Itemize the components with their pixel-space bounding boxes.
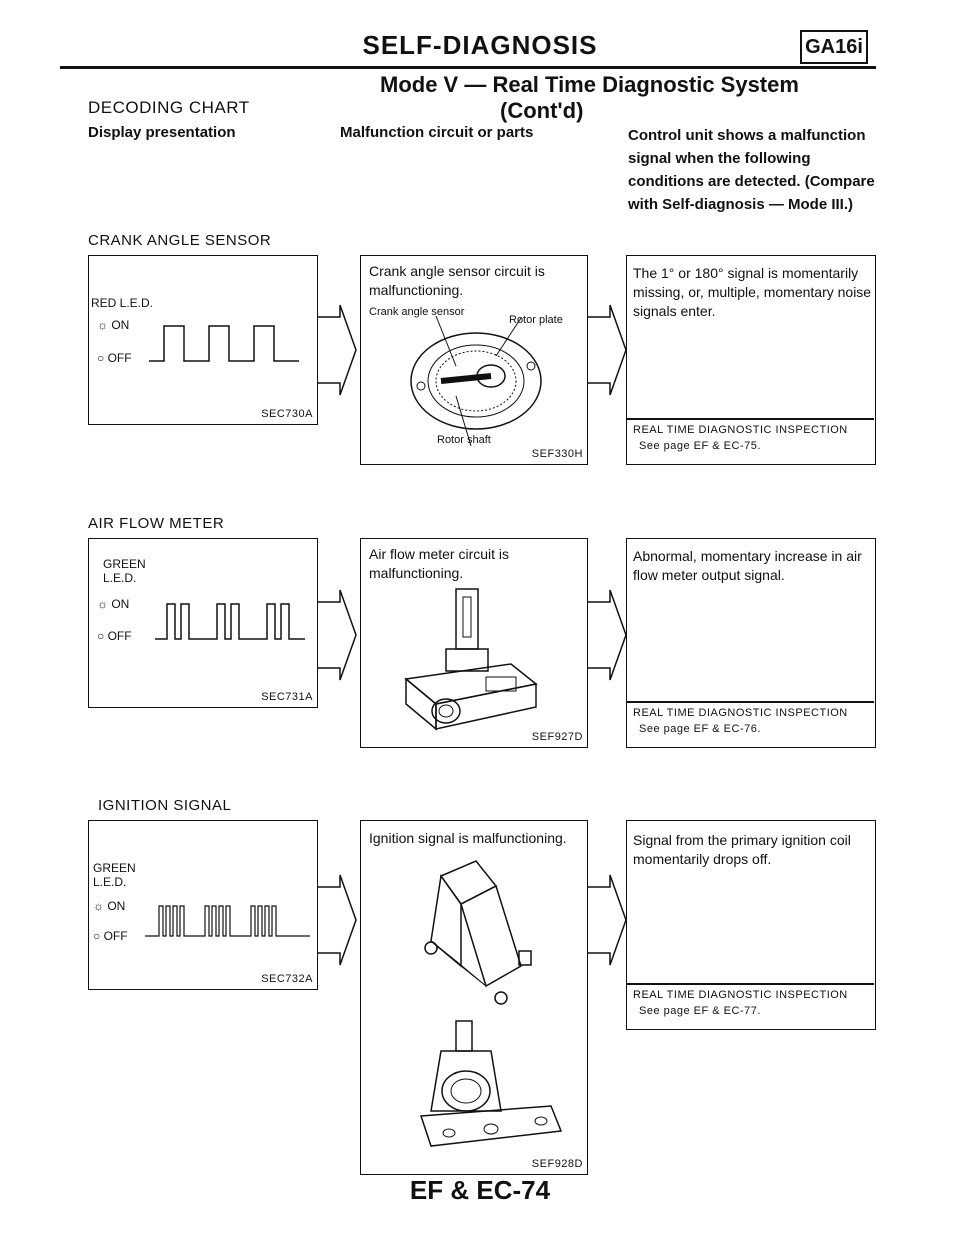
condition-text: Abnormal, momentary increase in air flow meter output signal.	[633, 548, 862, 583]
arrow-right-icon	[588, 875, 628, 970]
part-label-crank-angle-sensor: Crank angle sensor	[369, 306, 465, 318]
section-label-air-flow-meter: AIR FLOW METER	[88, 515, 225, 532]
on-label: ON	[111, 318, 130, 332]
off-label: OFF	[107, 629, 132, 643]
led-label: GREEN L.E.D.	[93, 861, 136, 889]
led-off-icon: ○	[97, 629, 105, 643]
section-label-ignition-signal: IGNITION SIGNAL	[98, 797, 232, 814]
mode-subtitle: (Cont'd)	[500, 98, 584, 123]
display-code: SEC730A	[261, 408, 313, 420]
condition-panel-crank	[626, 255, 876, 465]
condition-column-heading: Control unit shows a malfunction signal when the following conditions are detected. (Compare with Self-diagnosis — Mode III.)	[628, 127, 875, 213]
led-off-icon: ○	[93, 929, 101, 943]
arrow-right-icon	[588, 305, 628, 400]
part-label-rotor-shaft: Rotor shaft	[437, 434, 491, 446]
malfunction-panel-air-flow	[360, 538, 588, 748]
malfunction-panel-crank	[360, 255, 588, 465]
figure-code: SEF927D	[531, 731, 583, 743]
display-panel-crank	[88, 255, 318, 425]
see-page-reference: See page EF & EC-75.	[639, 440, 761, 452]
waveform-air-flow	[155, 594, 315, 644]
off-label: OFF	[107, 351, 132, 365]
on-label: ON	[111, 597, 130, 611]
circuit-text: Crank angle sensor circuit is malfunctioning.	[369, 263, 545, 298]
condition-text: Signal from the primary ignition coil momentarily drops off.	[633, 832, 851, 867]
figure-code: SEF928D	[531, 1158, 583, 1170]
section-label-crank-angle-sensor: CRANK ANGLE SENSOR	[88, 232, 272, 249]
led-label: GREEN L.E.D.	[103, 557, 146, 585]
page-number: EF & EC-74	[409, 1175, 551, 1205]
led-off-icon: ○	[97, 351, 105, 365]
display-code: SEC732A	[261, 973, 313, 985]
condition-panel-air-flow	[626, 538, 876, 748]
circuit-text: Air flow meter circuit is malfunctioning.	[369, 546, 510, 581]
led-label: RED L.E.D.	[91, 296, 154, 310]
led-sun-icon: ☼	[97, 318, 108, 332]
arrow-right-icon	[588, 590, 628, 685]
arrow-right-icon	[318, 590, 358, 685]
waveform-ignition	[145, 901, 315, 941]
model-badge: GA16i	[800, 30, 868, 64]
condition-text: The 1° or 180° signal is momentarily missing, or, multiple, momentary noise signals enter.	[633, 265, 872, 319]
malfunction-column-heading: Malfunction circuit or parts	[340, 124, 534, 141]
ignition-coil-illustration	[401, 856, 561, 1006]
header-rule	[60, 66, 876, 69]
inspection-title: REAL TIME DIAGNOSTIC INSPECTION	[633, 707, 848, 719]
see-page-reference: See page EF & EC-77.	[639, 1005, 761, 1017]
display-code: SEC731A	[261, 691, 313, 703]
off-label: OFF	[103, 929, 128, 943]
led-sun-icon: ☼	[93, 899, 104, 913]
led-sun-icon: ☼	[97, 597, 108, 611]
arrow-right-icon	[318, 875, 358, 970]
display-panel-ignition	[88, 820, 318, 990]
on-label: ON	[107, 899, 126, 913]
display-panel-air-flow	[88, 538, 318, 708]
see-page-reference: See page EF & EC-76.	[639, 723, 761, 735]
page-title: SELF-DIAGNOSIS	[362, 30, 598, 60]
waveform-crank	[149, 316, 314, 366]
malfunction-panel-ignition	[360, 820, 588, 1175]
part-label-rotor-plate: Rotor plate	[509, 314, 563, 326]
inspection-title: REAL TIME DIAGNOSTIC INSPECTION	[633, 424, 848, 436]
circuit-text: Ignition signal is malfunctioning.	[369, 830, 567, 846]
figure-code: SEF330H	[531, 448, 583, 460]
display-column-heading: Display presentation	[88, 124, 236, 141]
arrow-right-icon	[318, 305, 358, 400]
condition-panel-ignition	[626, 820, 876, 1030]
mode-title: Mode V — Real Time Diagnostic System	[380, 72, 799, 97]
decoding-chart-heading: DECODING CHART	[88, 98, 250, 117]
power-transistor-illustration	[411, 1021, 571, 1161]
inspection-title: REAL TIME DIAGNOSTIC INSPECTION	[633, 989, 848, 1001]
crank-angle-sensor-illustration	[401, 326, 551, 436]
air-flow-meter-illustration	[401, 589, 551, 739]
